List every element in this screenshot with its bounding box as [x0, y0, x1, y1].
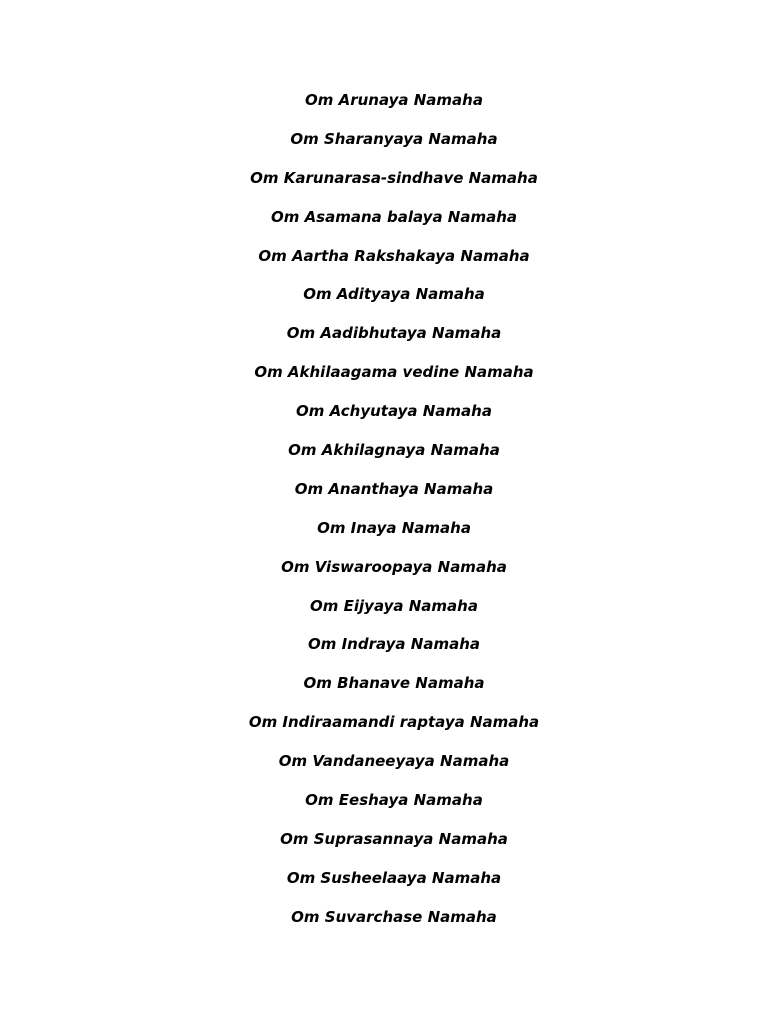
mantra-line: Om Sharanyaya Namaha: [290, 129, 498, 148]
mantra-line: Om Vandaneeyaya Namaha: [278, 752, 510, 771]
mantra-line: Om Arunaya Namaha: [305, 91, 483, 109]
mantra-line: Om Asamana balaya Namaha: [270, 207, 518, 226]
mantra-line: Om Bhanave Namaha: [303, 674, 485, 693]
mantra-line: Om Eeshaya Namaha: [305, 791, 483, 810]
mantra-line: Om Ananthaya Namaha: [294, 479, 494, 498]
mantra-line: Om Viswaroopaya Namaha: [281, 557, 507, 576]
mantra-line: Om Susheelaaya Namaha: [286, 868, 502, 887]
mantra-line: Om Suprasannaya Namaha: [280, 829, 508, 848]
mantra-line: Om Adityaya Namaha: [303, 285, 485, 304]
mantra-list: [0, 90, 768, 946]
mantra-line: Om Indraya Namaha: [307, 635, 480, 654]
mantra-line: Om Suvarchase Namaha: [291, 907, 497, 926]
mantra-line: Om Akhilagnaya Namaha: [288, 441, 500, 460]
mantra-line: Om Aadibhutaya Namaha: [286, 324, 502, 343]
mantra-line: Om Achyutaya Namaha: [296, 402, 492, 421]
mantra-line: Om Akhilaagama vedine Namaha: [254, 363, 534, 382]
mantra-line: Om Indiraamandi raptaya Namaha: [248, 713, 540, 732]
mantra-line: Om Aartha Rakshakaya Namaha: [258, 246, 530, 265]
mantra-line: Om Inaya Namaha: [317, 518, 471, 537]
mantra-line: Om Karunarasa-sindhave Namaha: [250, 168, 538, 187]
mantra-line: Om Eijyaya Namaha: [310, 596, 478, 615]
